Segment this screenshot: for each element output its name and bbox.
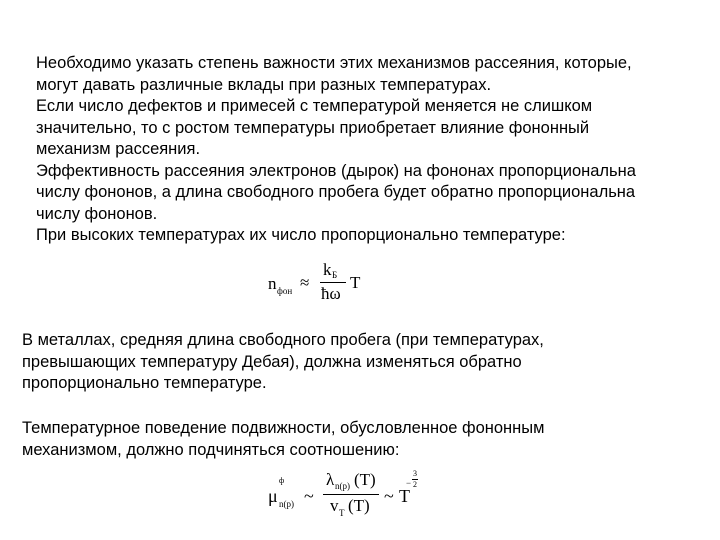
formula-denominator: ħω	[321, 284, 341, 303]
text-line: превышающих температуру Дебая), должна изменяться обратно	[22, 352, 522, 371]
text-line: числу фононов, а длина свободного пробега будет обратно пропорциональна	[36, 183, 636, 201]
formula-exponent-denominator: 2	[413, 480, 417, 489]
formula-rhs: T	[350, 273, 361, 292]
text-line: механизм рассеяния.	[36, 140, 201, 158]
formula-numerator: λ	[326, 470, 335, 489]
formula-mobility	[268, 468, 418, 524]
formula-denominator: v	[330, 496, 339, 515]
formula-relation: ~	[384, 486, 394, 506]
fraction-bar	[320, 282, 346, 283]
formula-phonon-number	[268, 262, 363, 304]
formula-exponent-sign: −	[406, 478, 412, 488]
formula-relation: ~	[304, 486, 314, 506]
formula-lhs-superscript: ф	[279, 476, 285, 485]
text-line: Эффективность рассеяния электронов (дырок) на фононах пропорциональна	[36, 161, 636, 180]
text-line: механизмом, должно подчиняться соотношению:	[22, 440, 400, 459]
formula-numerator-argument: (T)	[354, 470, 376, 489]
formula-denominator-argument: (T)	[348, 496, 370, 515]
text-line: могут давать различные вклады при разных температурах.	[36, 75, 492, 94]
text-line: В металлах, средняя длина свободного пробега (при температурах,	[22, 331, 544, 349]
text-line: Необходимо указать степень важности этих механизмов рассеяния, которые,	[36, 54, 632, 72]
text-line: Если число дефектов и примесей с температурой меняется не слишком	[36, 97, 593, 115]
formula-denominator-subscript: T	[339, 508, 345, 518]
formula-lhs: μ	[268, 486, 278, 506]
formula-lhs-subscript: фон	[277, 286, 293, 296]
formula-relation: ≈	[300, 273, 310, 292]
formula-rhs: T	[399, 486, 410, 506]
formula-exponent-numerator: 3	[413, 469, 417, 478]
text-line: При высоких температурах их число пропорционально температуре:	[36, 226, 566, 244]
text-line: Температурное поведение подвижности, обусловленное фононным	[22, 419, 545, 437]
formula-numerator-subscript: Б	[332, 270, 338, 280]
text-line: значительно, то с ростом температуры приобретает влияние фононный	[36, 118, 590, 137]
formula-lhs-subscript: n(p)	[279, 499, 294, 509]
formula-numerator-subscript: n(p)	[335, 481, 350, 491]
paragraph-phonon-scattering	[36, 53, 636, 247]
formula-lhs: n	[268, 274, 277, 293]
text-line: пропорционально температуре.	[22, 374, 267, 392]
paragraph-metals	[22, 330, 544, 395]
formula-numerator: k	[323, 260, 332, 279]
text-line: числу фононов.	[36, 204, 158, 223]
fraction-bar	[323, 494, 379, 495]
paragraph-mobility	[22, 418, 544, 461]
